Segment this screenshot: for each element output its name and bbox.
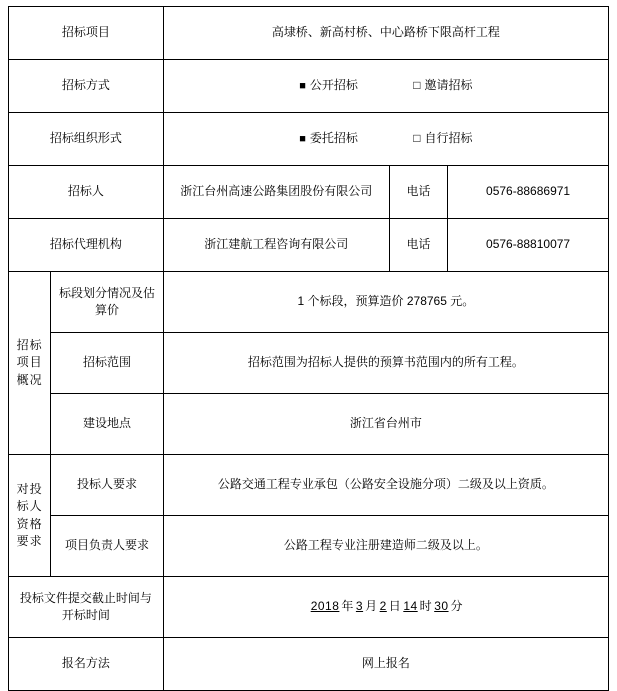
tenderee-tel-label: 电话 xyxy=(389,166,447,219)
deadline-day: 2 xyxy=(379,599,387,614)
agency-tel-label: 电话 xyxy=(389,219,447,272)
table-row-project xyxy=(9,7,609,60)
method-label: 招标方式 xyxy=(9,60,164,113)
tenderee-tel-value: 0576-88686971 xyxy=(448,166,609,219)
qualification-value-manager: 公路工程专业注册建造师二级及以上。 xyxy=(163,516,608,577)
table-row-method xyxy=(9,60,609,113)
table-row-organization xyxy=(9,113,609,166)
method-option-public[interactable]: ■ 公开招标 xyxy=(299,77,358,95)
overview-label-scope: 招标范围 xyxy=(51,333,164,394)
organization-option-entrusted[interactable]: ■ 委托招标 xyxy=(299,130,358,148)
qualification-side-label: 对投标人资格要求 xyxy=(9,455,51,577)
qualification-value-bidder: 公路交通工程专业承包（公路安全设施分项）二级及以上资质。 xyxy=(163,455,608,516)
agency-label: 招标代理机构 xyxy=(9,219,164,272)
deadline-hour-unit: 时 xyxy=(419,599,433,614)
deadline-day-unit: 日 xyxy=(388,599,402,614)
deadline-hour: 14 xyxy=(403,599,418,614)
deadline-minute: 30 xyxy=(434,599,449,614)
table-row-deadline xyxy=(9,577,609,638)
overview-label-segment: 标段划分情况及估算价 xyxy=(51,272,164,333)
bid-announcement-table xyxy=(8,6,609,691)
signup-label: 报名方法 xyxy=(9,638,164,691)
method-option-group xyxy=(273,77,498,95)
project-label: 招标项目 xyxy=(9,7,164,60)
overview-label-location: 建设地点 xyxy=(51,394,164,455)
signup-value: 网上报名 xyxy=(163,638,608,691)
organization-options xyxy=(163,113,608,166)
deadline-minute-unit: 分 xyxy=(450,599,464,614)
table-row-overview-location xyxy=(9,394,609,455)
organization-label: 招标组织形式 xyxy=(9,113,164,166)
deadline-year-unit: 年 xyxy=(341,599,354,614)
deadline-month: 3 xyxy=(355,599,364,614)
table-row-tenderee xyxy=(9,166,609,219)
organization-option-group xyxy=(273,130,498,148)
deadline-value xyxy=(163,577,608,638)
table-row-overview-segment xyxy=(9,272,609,333)
deadline-year: 2018 xyxy=(310,599,340,614)
tenderee-value: 浙江台州高速公路集团股份有限公司 xyxy=(163,166,389,219)
qualification-label-manager: 项目负责人要求 xyxy=(51,516,164,577)
agency-tel-value: 0576-88810077 xyxy=(448,219,609,272)
overview-value-scope: 招标范围为招标人提供的预算书范围内的所有工程。 xyxy=(163,333,608,394)
organization-option-self[interactable]: □ 自行招标 xyxy=(413,130,472,147)
deadline-label: 投标文件提交截止时间与开标时间 xyxy=(9,577,164,638)
deadline-month-unit: 月 xyxy=(365,599,378,614)
method-options xyxy=(163,60,608,113)
overview-value-segment: 1 个标段，预算造价 278765 元。 xyxy=(163,272,608,333)
method-option-invited[interactable]: □ 邀请招标 xyxy=(413,77,472,94)
table-row-qualification-manager xyxy=(9,516,609,577)
table-row-overview-scope xyxy=(9,333,609,394)
tenderee-label: 招标人 xyxy=(9,166,164,219)
table-row-signup xyxy=(9,638,609,691)
overview-side-label: 招标项目概况 xyxy=(9,272,51,455)
qualification-label-bidder: 投标人要求 xyxy=(51,455,164,516)
overview-value-location: 浙江省台州市 xyxy=(163,394,608,455)
project-value: 高埭桥、新高村桥、中心路桥下限高杆工程 xyxy=(163,7,608,60)
table-row-agency xyxy=(9,219,609,272)
agency-value: 浙江建航工程咨询有限公司 xyxy=(163,219,389,272)
table-row-qualification-bidder xyxy=(9,455,609,516)
